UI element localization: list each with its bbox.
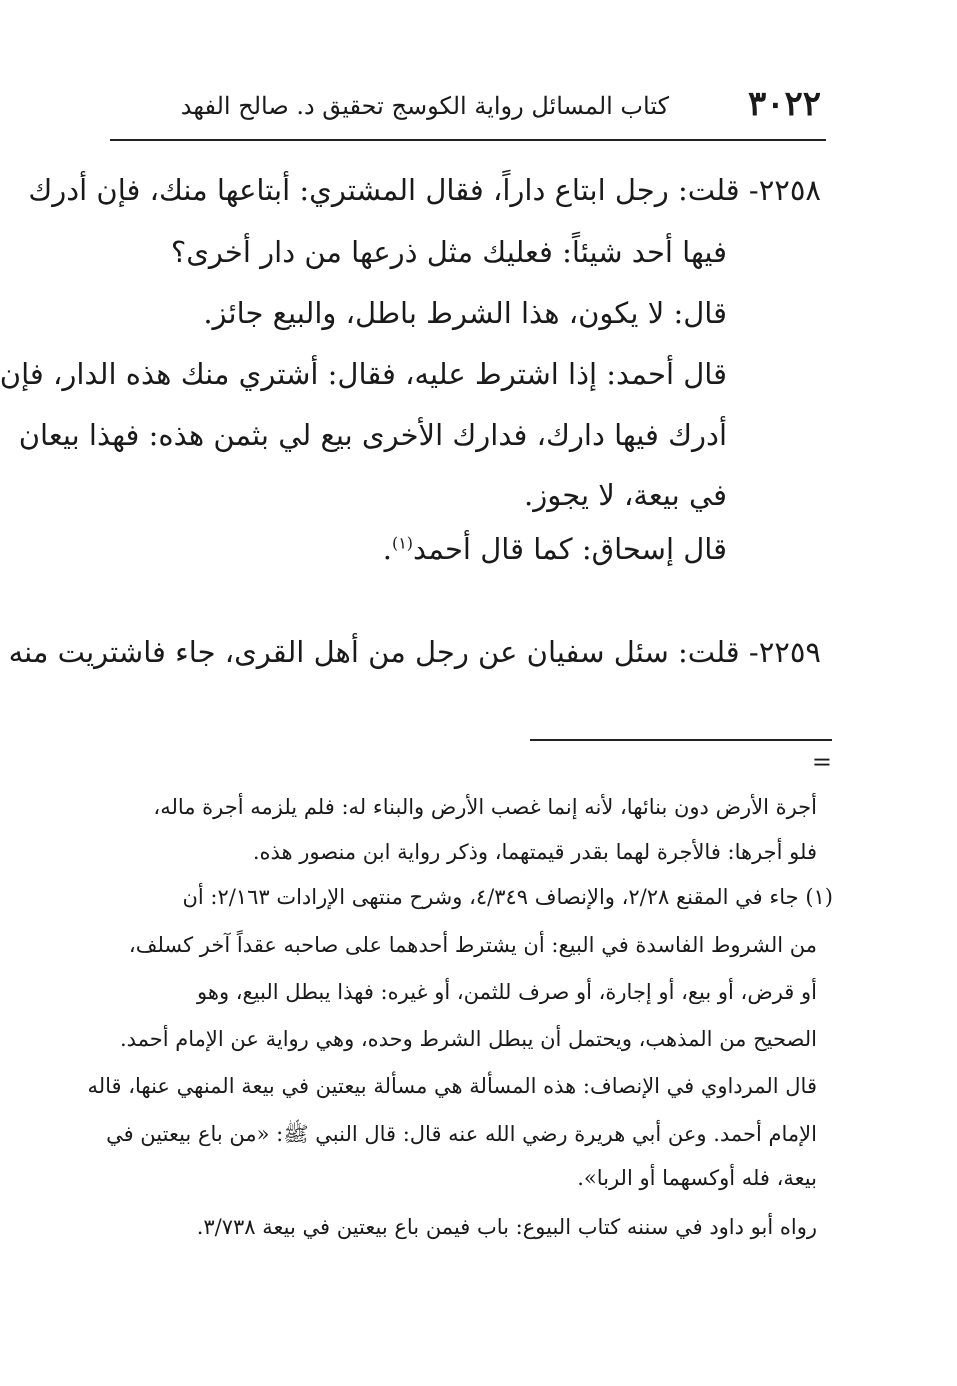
footnote-line-2: فلو أجرها: فالأجرة لهما بقدر قيمتهما، وذكر رواية ابن منصور هذه. <box>252 840 817 864</box>
body-line-1: ٢٢٥٨- قلت: رجل ابتاع داراً، فقال المشتري: أبتاعها منك، فإن أدرك <box>28 173 821 207</box>
body-line-6: في بيعة، لا يجوز. <box>524 478 727 512</box>
running-header-title: كتاب المسائل رواية الكوسج تحقيق د. صالح الفهد <box>180 92 669 120</box>
footnote-ref-1[interactable]: (١) <box>392 533 414 553</box>
footnote-line-7: قال المرداوي في الإنصاف: هذه المسألة هي مسألة بيعتين في بيعة المنهي عنها، قاله <box>87 1074 817 1098</box>
footnote-line-8: الإمام أحمد. وعن أبي هريرة رضي الله عنه قال: قال النبي ﷺ: «من باع بيعتين في <box>106 1122 817 1146</box>
header-rule <box>110 139 826 141</box>
body-line-8: ٢٢٥٩- قلت: سئل سفيان عن رجل من أهل القرى، جاء فاشتريت منه <box>8 635 821 669</box>
footnote-line-9: بيعة، فله أوكسهما أو الربا». <box>577 1166 817 1190</box>
body-line-7-text: قال إسحاق: كما قال أحمد <box>413 532 727 566</box>
page-number: ٣٠٢٢ <box>747 84 821 124</box>
footnote-line-10: رواه أبو داود في سننه كتاب البيوع: باب فيمن باع بيعتين في بيعة ٣/٧٣٨. <box>196 1215 817 1239</box>
footnote-line-5: أو قرض، أو بيع، أو إجارة، أو صرف للثمن، أو غيره: فهذا يبطل البيع، وهو <box>197 980 817 1004</box>
body-line-5: أدرك فيها دارك، فدارك الأخرى بيع لي بثمن هذه: فهذا بيعان <box>18 418 727 452</box>
body-line-7 <box>383 532 727 566</box>
footnote-continuation-mark: = <box>811 748 832 776</box>
body-line-7-period: . <box>382 532 393 566</box>
footnote-line-3: (١) جاء في المقنع ٢/٢٨، والإنصاف ٤/٣٤٩، وشرح منتهى الإرادات ٢/١٦٣: أن <box>182 885 833 909</box>
footnote-line-6: الصحيح من المذهب، ويحتمل أن يبطل الشرط وحده، وهي رواية عن الإمام أحمد. <box>119 1027 817 1051</box>
body-line-3: قال: لا يكون، هذا الشرط باطل، والبيع جائز. <box>203 296 727 330</box>
body-line-2: فيها أحد شيئاً: فعليك مثل ذرعها من دار أخرى؟ <box>170 235 727 269</box>
footnote-line-1: أجرة الأرض دون بنائها، لأنه إنما غصب الأرض والبناء له: فلم يلزمه أجرة ماله، <box>153 795 817 819</box>
body-line-4: قال أحمد: إذا اشترط عليه، فقال: أشتري منك هذه الدار، فإن <box>0 357 727 391</box>
footnote-separator <box>530 739 832 741</box>
footnote-line-4: من الشروط الفاسدة في البيع: أن يشترط أحدهما على صاحبه عقداً آخر كسلف، <box>128 933 817 957</box>
